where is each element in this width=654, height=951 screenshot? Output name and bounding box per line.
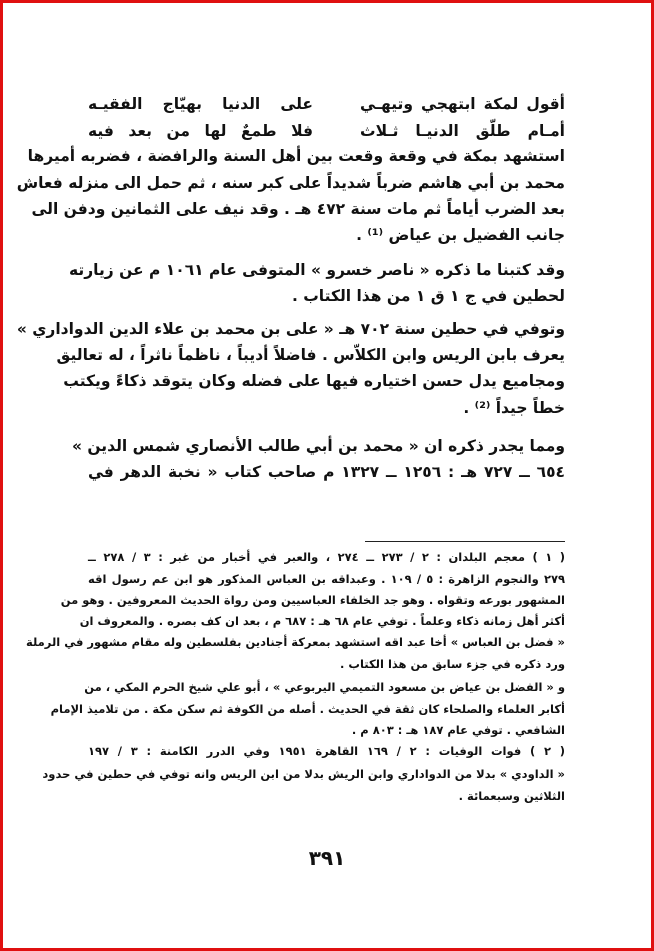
poem-line-1-left: على الدنيا بهيّاج الفقيـه — [88, 95, 313, 113]
footnote-line: المشهور بورعه وتقواه . وهو جد الخلفاء العباسيين ومن رواة الحديث المعروفين . وهو من — [60, 593, 565, 607]
body-line: ومجاميع يدل حسن اختياره فيها على فضله وكان يتوقد ذكاءً ويكتب — [63, 372, 565, 390]
body-line: جانب الفضيل بن عياض ⁽¹⁾ . — [356, 226, 565, 244]
footnote-line: ( ٢ ) فوات الوفيات : ٢ / ١٦٩ القاهرة ١٩٥١ وفي الدرر الكامنة : ٣ / ١٩٧ — [88, 744, 565, 758]
footnote-separator — [365, 541, 565, 542]
poem-line-2-left: فلا طمعٌ لها من بعد فيه — [88, 122, 313, 140]
poem-line-1-right: أقول لمكة ابتهجي وتيهـي — [360, 95, 565, 113]
footnote-line: « فضل بن العباس » أخا عبد اقه استشهد بمعركة أجنادين بفلسطين وله مقام مشهور في الرملة — [26, 635, 565, 649]
body-line: لحطين في ج ١ ق ١ من هذا الكتاب . — [291, 287, 565, 305]
footnote-line: الثلاثين وسبعمائة . — [458, 789, 565, 803]
footnote-line: الشافعي . توفي عام ١٨٧ هـ : ٨٠٣ م . — [351, 723, 565, 737]
body-line: وتوفي في حطين سنة ٧٠٢ هـ « على بن محمد بن علاء الدين الدواداري » — [16, 320, 565, 338]
body-line: بعد الضرب أياماً ثم مات سنة ٤٧٢ هـ . وقد نيف على الثمانين ودفن الى — [31, 200, 565, 218]
footnote-line: ( ١ ) معجم البلدان : ٢ / ٢٧٣ ــ ٢٧٤ ، والعبر في أخبار من غبر : ٣ / ٢٧٨ ــ — [88, 550, 566, 564]
body-line: ومما يجدر ذكره ان « محمد بن أبي طالب الأنصاري شمس الدين » — [71, 437, 565, 455]
poem-line-2-right: أمـام طلّق الدنيـا ثـلاث — [360, 122, 565, 140]
body-line: استشهد بمكة في وقعة وقعت بين أهل السنة والرافضة ، فضربه أميرها — [27, 147, 565, 165]
body-line: وقد كتبنا ما ذكره « ناصر خسرو » المتوفى عام ١٠٦١ م عن زيارته — [68, 261, 565, 279]
footnote-line: أكابر العلماء والصلحاء كان ثقة في الحديث . أصله من الكوفة ثم سكن مكة . من تلاميذ الإمام — [50, 702, 565, 716]
body-line: خطاً جيداً ⁽²⁾ . — [463, 399, 565, 417]
body-line: يعرف بابن الريس وابن الكلاّس . فاضلاً أديباً ، ناظماً ناثراً ، له تعاليق — [56, 346, 565, 364]
footnote-line: أكثر أهل زمانه ذكاء وعلماً . توفي عام ٦٨ هـ : ٦٨٧ م ، بعد ان كف بصره . والمعروف ان — [79, 614, 565, 628]
body-line: محمد بن أبي هاشم ضرباً شديداً على كبر سنه ، ثم حمل الى منزله فعاش — [16, 174, 565, 192]
footnote-line: ورد ذكره في جزء سابق من هذا الكتاب . — [340, 657, 565, 671]
footnote-line: و « الفضل بن عياض بن مسعود التميمي اليربوعي » ، أبو علي شيخ الحرم المكي ، من — [84, 680, 565, 694]
footnote-line: « الداودي » بدلا من الدواداري وابن الريش بدلا من ابن الريس وانه توفي في حطين في حدود — [42, 767, 565, 781]
page-number: ٣٩١ — [308, 846, 346, 870]
footnote-line: ٢٧٩ والنجوم الزاهرة : ٥ / ١٠٩ . وعبداقه بن العباس المذكور هو ابن عم رسول اقه — [88, 572, 566, 586]
body-line: ٦٥٤ ــ ٧٢٧ هـ : ١٢٥٦ ــ ١٣٢٧ م صاحب كتاب « نخبة الدهر في — [88, 463, 565, 481]
